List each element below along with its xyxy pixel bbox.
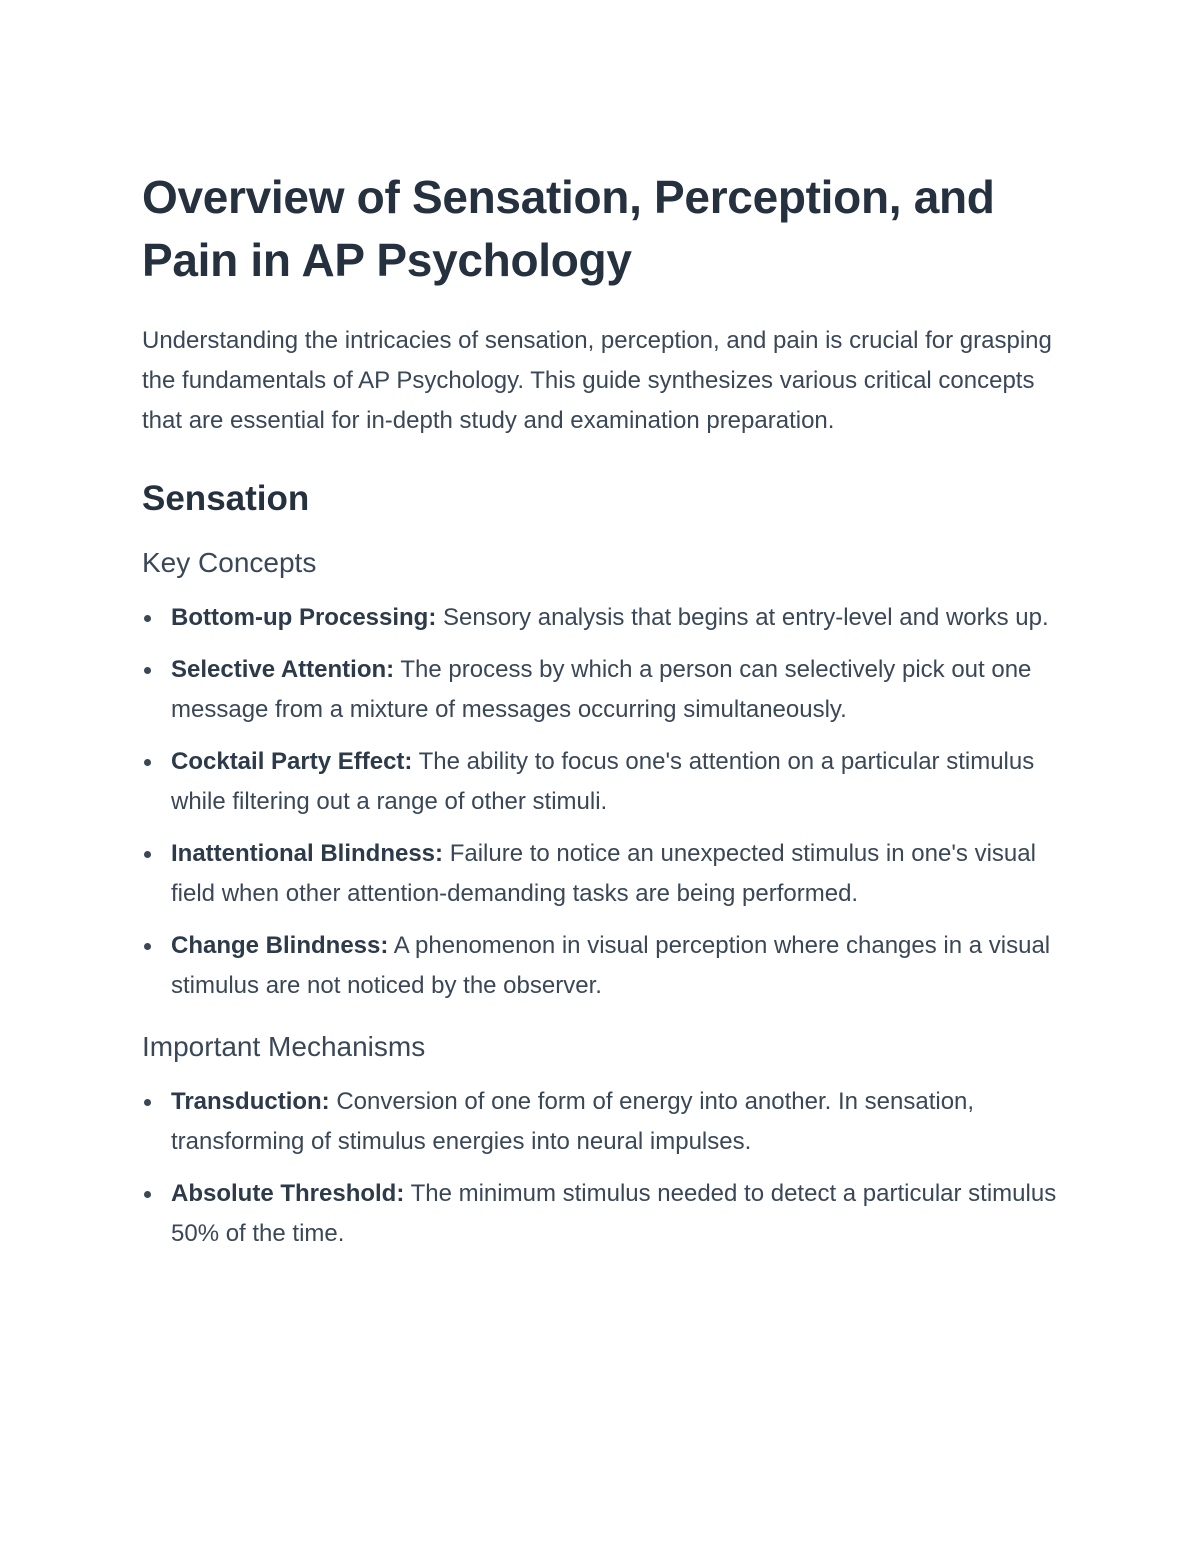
list-item <box>142 1082 1062 1162</box>
term-definition: Failure to notice an unexpected stimulus in one's visual field when other attention-demanding tasks are being performed. <box>171 840 1036 907</box>
page-title: Overview of Sensation, Perception, and Pain in AP Psychology <box>142 171 995 286</box>
subheading-key-concepts: Key Concepts <box>142 547 317 578</box>
term-label: Cocktail Party Effect: <box>171 748 413 775</box>
list-item <box>142 1174 1062 1254</box>
bullet-icon <box>144 615 151 622</box>
list-item <box>142 926 1062 1006</box>
key-concepts-list <box>142 598 1062 1006</box>
list-item <box>142 598 1062 638</box>
term-label: Absolute Threshold: <box>171 1180 405 1207</box>
term-label: Inattentional Blindness: <box>171 840 444 867</box>
term-definition: Conversion of one form of energy into another. In sensation, transforming of stimulus energies into neural impulses. <box>171 1088 975 1155</box>
list-item <box>142 742 1062 822</box>
mechanisms-list <box>142 1082 1062 1254</box>
term-definition: The ability to focus one's attention on a particular stimulus while filtering out a range of other stimuli. <box>171 748 1035 815</box>
document-page <box>142 166 1062 1266</box>
bullet-icon <box>144 943 151 950</box>
term-definition: The minimum stimulus needed to detect a particular stimulus 50% of the time. <box>171 1180 1057 1247</box>
section-heading-sensation: Sensation <box>142 479 310 518</box>
term-definition: A phenomenon in visual perception where changes in a visual stimulus are not noticed by the observer. <box>171 932 1051 999</box>
bullet-icon <box>144 851 151 858</box>
subheading-important-mechanisms: Important Mechanisms <box>142 1031 426 1062</box>
bullet-icon <box>144 759 151 766</box>
term-label: Bottom-up Processing: <box>171 604 437 631</box>
term-label: Selective Attention: <box>171 656 395 683</box>
bullet-icon <box>144 667 151 674</box>
list-item <box>142 834 1062 914</box>
intro-paragraph: Understanding the intricacies of sensation, perception, and pain is crucial for grasping the fundamentals of AP Psychology. This guide synthesizes various critical concepts that are essential for in-depth study and examination preparation. <box>142 327 1052 434</box>
term-label: Transduction: <box>171 1088 330 1115</box>
term-definition: Sensory analysis that begins at entry-level and works up. <box>443 604 1049 631</box>
bullet-icon <box>144 1099 151 1106</box>
list-item <box>142 650 1062 730</box>
term-definition: The process by which a person can selectively pick out one message from a mixture of messages occurring simultaneously. <box>171 656 1032 723</box>
term-label: Change Blindness: <box>171 932 389 959</box>
bullet-icon <box>144 1191 151 1198</box>
